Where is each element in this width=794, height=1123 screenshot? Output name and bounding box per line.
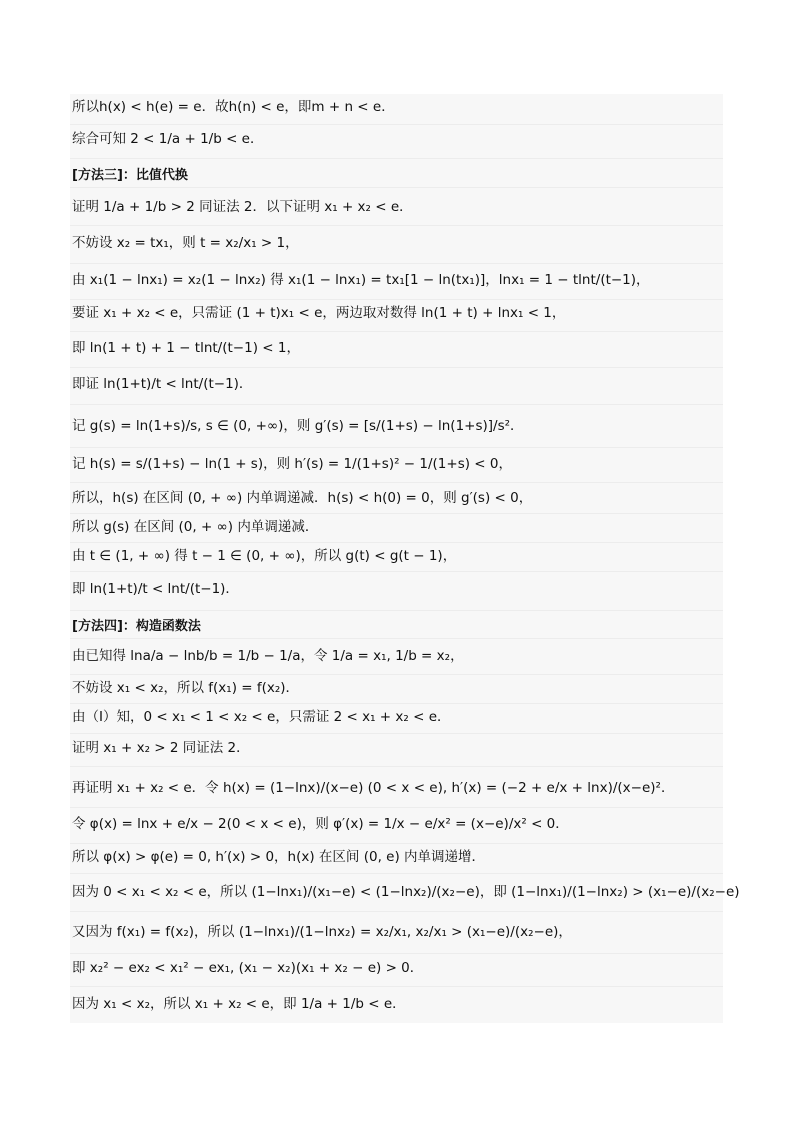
section-heading-method-3: [方法三]：比值代换 (72, 168, 188, 183)
text-line-10: 记 h(s) = s/(1+s) − ln(1 + s)，则 h′(s) = 1/(1+s)² − 1/(1+s) < 0， (72, 456, 512, 472)
text-line-6: 要证 x₁ + x₂ < e，只需证 (1 + t)x₁ < e，两边取对数得 ln(1 + t) + lnx₁ < 1， (72, 305, 566, 321)
row-divider (70, 447, 723, 448)
text-line-15: 由已知得 lna/a − lnb/b = 1/b − 1/a，令 1/a = x₁, 1/b = x₂， (72, 648, 464, 664)
section-heading-method-4: [方法四]：构造函数法 (72, 619, 201, 634)
row-divider (70, 542, 723, 543)
text-line-19: 再证明 x₁ + x₂ < e．令 h(x) = (1−lnx)/(x−e) (0 < x < e), h′(x) = (−2 + e/x + lnx)/(x−e)²． (72, 780, 675, 796)
row-divider (70, 225, 723, 226)
text-line-11: 所以，h(s) 在区间 (0, + ∞) 内单调递减．h(s) < h(0) = 0，则 g′(s) < 0， (72, 490, 533, 506)
text-line-16: 不妨设 x₁ < x₂，所以 f(x₁) = f(x₂)． (72, 680, 300, 696)
text-line-3: 证明 1/a + 1/b > 2 同证法 2．以下证明 x₁ + x₂ < e． (72, 199, 413, 215)
text-line-7: 即 ln(1 + t) + 1 − tlnt/(t−1) < 1， (72, 340, 300, 356)
text-line-5: 由 x₁(1 − lnx₁) = x₂(1 − lnx₂) 得 x₁(1 − lnx₁) = tx₁[1 − ln(tx₁)]，lnx₁ = 1 − tlnt/(t−1)， (72, 272, 650, 288)
row-divider (70, 953, 723, 954)
row-divider (70, 404, 723, 405)
text-line-9: 记 g(s) = ln(1+s)/s, s ∈ (0, +∞)，则 g′(s) = [s/(1+s) − ln(1+s)]/s²． (72, 418, 524, 434)
text-line-17: 由（Ⅰ）知，0 < x₁ < 1 < x₂ < e，只需证 2 < x₁ + x₂ < e． (72, 709, 451, 725)
row-divider (70, 911, 723, 912)
text-line-24: 即 x₂² − ex₂ < x₁² − ex₁, (x₁ − x₂)(x₁ + x₂ − e) > 0． (72, 960, 424, 976)
row-divider (70, 638, 723, 639)
row-divider (70, 766, 723, 767)
row-divider (70, 331, 723, 332)
row-divider (70, 124, 723, 125)
text-line-13: 由 t ∈ (1, + ∞) 得 t − 1 ∈ (0, + ∞)，所以 g(t) < g(t − 1)， (72, 548, 457, 564)
row-divider (70, 367, 723, 368)
text-line-1: 所以h(x) < h(e) = e．故h(n) < e，即m + n < e． (72, 99, 395, 115)
row-divider (70, 158, 723, 159)
row-divider (70, 571, 723, 572)
row-divider (70, 733, 723, 734)
row-divider (70, 843, 723, 844)
text-line-23: 又因为 f(x₁) = f(x₂)，所以 (1−lnx₁)/(1−lnx₂) = x₂/x₁, x₂/x₁ > (x₁−e)/(x₂−e)， (72, 924, 572, 940)
text-line-20: 令 φ(x) = lnx + e/x − 2(0 < x < e)，则 φ′(x) = 1/x − e/x² = (x−e)/x² < 0． (72, 816, 569, 832)
text-line-21: 所以 φ(x) > φ(e) = 0, h′(x) > 0，h(x) 在区间 (0, e) 内单调递增． (72, 849, 486, 865)
row-divider (70, 263, 723, 264)
text-line-22: 因为 0 < x₁ < x₂ < e，所以 (1−lnx₁)/(x₁−e) < (1−lnx₂)/(x₂−e)，即 (1−lnx₁)/(1−lnx₂) > (x₁−e)/(x₂−e) (72, 884, 740, 900)
text-line-12: 所以 g(s) 在区间 (0, + ∞) 内单调递减． (72, 519, 319, 535)
row-divider (70, 299, 723, 300)
row-divider (70, 986, 723, 987)
row-divider (70, 807, 723, 808)
text-line-8: 即证 ln(1+t)/t < lnt/(t−1)． (72, 376, 253, 392)
text-line-18: 证明 x₁ + x₂ > 2 同证法 2． (72, 740, 250, 756)
row-divider (70, 187, 723, 188)
row-divider (70, 513, 723, 514)
row-divider (70, 873, 723, 874)
text-line-14: 即 ln(1+t)/t < lnt/(t−1)． (72, 581, 239, 597)
text-line-2: 综合可知 2 < 1/a + 1/b < e． (72, 131, 264, 147)
text-line-25: 因为 x₁ < x₂，所以 x₁ + x₂ < e，即 1/a + 1/b < e． (72, 996, 406, 1012)
row-divider (70, 674, 723, 675)
row-divider (70, 482, 723, 483)
text-line-4: 不妨设 x₂ = tx₁，则 t = x₂/x₁ > 1， (72, 235, 299, 251)
row-divider (70, 610, 723, 611)
row-divider (70, 703, 723, 704)
